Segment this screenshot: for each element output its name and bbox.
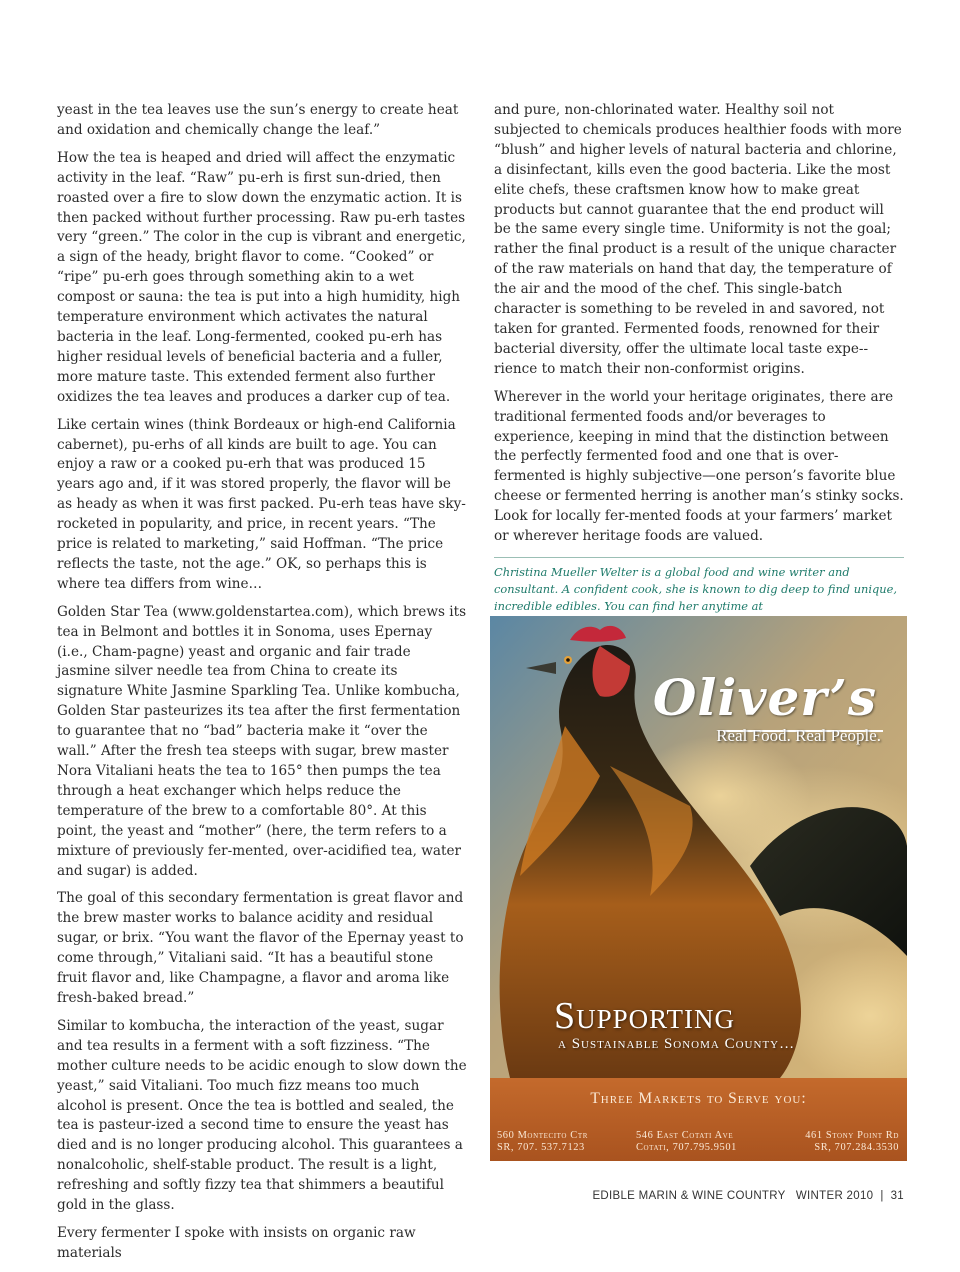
bio-divider	[494, 557, 904, 558]
market-address: 560 Montecito Ctr	[497, 1130, 588, 1141]
paragraph: and pure, non-chlorinated water. Healthy soil not subjected to chemicals produces healthier foods with more “blush” and higher levels of natural bacteria and chlorine, a disinfectant, kills even the good bacteria. Like the most elite chefs, these craftsmen know how to make great products but cannot guarantee that the end product will be the same every single time. Uniformity is not the goal; rather the final product is a result of the unique character of the raw materials on hand that day, the temperature of the air and the mood of the chef. This single-batch character is something to be reveled in and savored, not taken for granted. Fermented foods, renowned for their bacterial diversity, offer the ultimate local taste expe-rience to match their non-conformist origins.	[494, 102, 902, 377]
paragraph: Every fermenter I spoke with insists on organic raw materials	[57, 1224, 416, 1261]
olivers-market-advertisement[interactable]	[490, 616, 907, 1161]
article-column-right	[494, 101, 904, 632]
paragraph: How the tea is heaped and dried will affect the enzymatic activity in the leaf. “Raw” pu-erh is first sun-dried, then roasted over a fire to slow down the enzymatic action. It is then packed without further processing. Raw pu-erh tastes very “green.” The color in the cup is vibrant and energetic, a sign of the heady, bright flavor to come. “Cooked” or “ripe” pu-erh goes through something akin to a wet compost or sauna: the tea is put into a high humidity, high temperature environment which activates the natural bacteria in the leaf. Long-fermented, cooked pu-erh has higher residual levels of beneficial bacteria and a fuller, more mature taste. This extended ferment also further oxidizes the tea leaves and produces a darker cup of tea.	[57, 149, 466, 405]
market-location	[497, 1130, 588, 1154]
market-location	[636, 1130, 737, 1154]
ad-location-band	[490, 1078, 907, 1161]
market-location	[805, 1130, 899, 1154]
article-column-left	[57, 101, 467, 1272]
author-bio: Christina Mueller Welter is a global food and wine writer and consultant. A confident cook, she is known to dig deep to find unique, incredible edibles. You can find her anytime at	[494, 564, 897, 613]
markets-title: Three Markets to Serve you:	[590, 1090, 807, 1107]
ad-headline: Supporting	[554, 995, 736, 1037]
olivers-logo: Oliver’s	[652, 668, 877, 727]
paragraph: yeast in the tea leaves use the sun’s energy to create heat and oxidation and chemically change the leaf.”	[57, 102, 459, 138]
paragraph: Golden Star Tea (www.goldenstartea.com), which brews its tea in Belmont and bottles it in Sonoma, uses Epernay (i.e., Cham-pagne) yeast and organic and fair trade jasmine silver needle tea from China to create its signature White Jasmine Sparkling Tea. Unlike kombucha, Golden Star pasteurizes its tea after the first fermentation to guarantee that no “bad” bacteria make it “over the wall.” After the fresh tea steeps with sugar, brew master Nora Vitaliani heats the tea to 165° then pumps the tea through a heat exchanger which helps reduce the temperature of the brew to a comfortable 80°. At this point, the yeast and “mother” (here, the term refers to a mixture of previously fer-mented, over-acidified tea, water and sugar) is added.	[57, 603, 467, 879]
ad-subheadline: a Sustainable Sonoma County…	[558, 1036, 796, 1052]
ad-tagline: Real Food. Real People.	[716, 726, 881, 745]
paragraph: Similar to kombucha, the interaction of the yeast, sugar and tea results in a ferment with a soft fizziness. “The mother culture needs to be acidic enough to slow down the yeast,” said Vitaliani. Too much fizz means too much alcohol is present. Once the tea is bottled and sealed, the tea is pasteur-ized a second time to ensure the yeast has died and is no longer producing alcohol. This guarantees a nonalcoholic, shelf-stable product. The result is a light, refreshing and softly fizzy tea that shimmers a beautiful gold in the glass.	[57, 1017, 467, 1214]
market-address: 546 East Cotati Ave	[636, 1130, 734, 1141]
paragraph: Like certain wines (think Bordeaux or high-end California cabernet), pu-erhs of all kinds are built to age. You can enjoy a raw or a cooked pu-erh that was produced 15 years ago and, if it was stored properly, the flavor will be as heady as when it was first packed. Pu-erh teas have sky-rocketed in popularity, and price, in recent years. “The price is related to marketing,” said Hoffman. “The price reflects the taste, not the age.” OK, so perhaps this is where tea differs from wine…	[57, 416, 466, 592]
paragraph: The goal of this secondary fermentation is great flavor and the brew master works to balance acidity and residual sugar, or brix. “You want the flavor of the Epernay yeast to come through,” Vitaliani said. “It has a beautiful stone fruit flavor and, like Champagne, a flavor and aroma like fresh-baked bread.”	[57, 890, 464, 1006]
paragraph: Wherever in the world your heritage originates, there are traditional fermented foods and/or beverages to experience, keeping in mind that the distinction between the perfectly fermented food and one that is over-fermented is highly subjective—one person’s favorite blue cheese or fermented herring is another man’s stinky socks. Look for locally fer-mented foods at your farmers’ market or wherever heritage foods are valued.	[494, 388, 904, 545]
market-phone: SR, 707.284.3530	[814, 1142, 899, 1153]
page-footer: EDIBLE MARIN & WINE COUNTRY WINTER 2010 | 31	[592, 1190, 904, 1202]
market-address: 461 Stony Point Rd	[805, 1130, 899, 1141]
market-phone: Cotati, 707.795.9501	[636, 1142, 737, 1153]
market-phone: SR, 707. 537.7123	[497, 1142, 585, 1153]
